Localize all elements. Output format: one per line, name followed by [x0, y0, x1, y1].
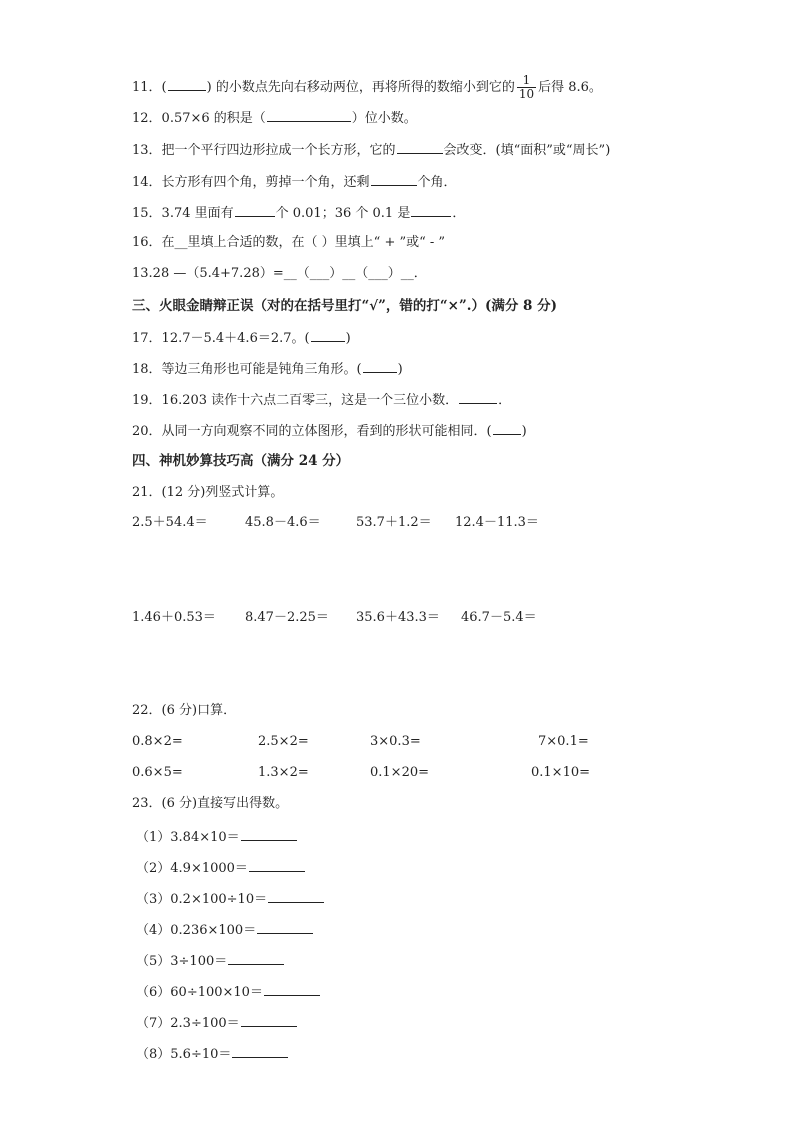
section-3-heading: 三、火眼金睛辩正误（对的在括号里打“√”，错的打“×”.）(满分 8 分): [132, 298, 558, 314]
vertical-calc-item: 1.46＋0.53＝: [132, 610, 216, 625]
question-17: 17．12.7－5.4＋4.6＝2.7。( ): [132, 328, 351, 348]
question-20: 20．从同一方向观察不同的立体图形，看到的形状可能相同．( ): [132, 421, 527, 441]
answer-blank[interactable]: [411, 203, 451, 217]
answer-blank[interactable]: [241, 827, 297, 841]
answer-blank[interactable]: [397, 140, 443, 154]
answer-blank[interactable]: [235, 203, 275, 217]
answer-blank[interactable]: [264, 982, 320, 996]
mental-calc-item: 1.3×2=: [258, 765, 309, 780]
direct-answer-item: （3）0.2×100÷10＝: [136, 889, 325, 909]
direct-answer-item: （7）2.3÷100＝: [136, 1013, 298, 1033]
answer-blank[interactable]: [371, 172, 417, 186]
question-16: 16．在__里填上合适的数，在（ ）里填上“ + ”或“ - ”: [132, 235, 446, 250]
question-13: 13．把一个平行四边形拉成一个长方形，它的 会改变．(填“面积”或“周长”): [132, 140, 610, 160]
mental-calc-item: 7×0.1=: [538, 734, 589, 749]
mental-calc-item: 0.6×5=: [132, 765, 183, 780]
answer-blank[interactable]: [268, 889, 324, 903]
mental-calc-item: 0.1×20=: [370, 765, 430, 780]
question-23-title: 23．(6 分)直接写出得数。: [132, 796, 289, 811]
answer-blank[interactable]: [311, 328, 345, 342]
question-15: 15．3.74 里面有 个 0.01；36 个 0.1 是 ．: [132, 203, 465, 223]
answer-blank[interactable]: [493, 421, 521, 435]
answer-blank[interactable]: [241, 1013, 297, 1027]
question-22-title: 22．(6 分)口算．: [132, 703, 237, 718]
section-4-heading: 四、神机妙算技巧高（满分 24 分）: [132, 453, 350, 469]
answer-blank[interactable]: [459, 390, 497, 404]
vertical-calc-item: 8.47－2.25＝: [245, 610, 329, 625]
question-12: 12．0.57×6 的积是（ ）位小数。: [132, 108, 417, 128]
direct-answer-item: （6）60÷100×10＝: [136, 982, 321, 1002]
mental-calc-item: 0.8×2=: [132, 734, 183, 749]
vertical-calc-item: 45.8－4.6＝: [245, 515, 321, 530]
answer-blank[interactable]: [363, 359, 397, 373]
direct-answer-item: （8）5.6÷10＝: [136, 1044, 289, 1064]
fraction: $\frac{1}{10}$: [518, 73, 535, 101]
answer-blank[interactable]: [168, 77, 206, 91]
question-21-title: 21．(12 分)列竖式计算。: [132, 485, 284, 500]
mental-calc-item: 0.1×10=: [531, 765, 591, 780]
vertical-calc-item: 35.6＋43.3＝: [356, 610, 440, 625]
answer-blank[interactable]: [257, 920, 313, 934]
question-11: 11．( ) 的小数点先向右移动两位，再将所得的数缩小到它的 $\frac{1}{10}$ 后得 8.6。: [132, 73, 602, 101]
question-18: 18．等边三角形也可能是钝角三角形。( ): [132, 359, 403, 379]
answer-blank[interactable]: [249, 858, 305, 872]
vertical-calc-item: 2.5＋54.4＝: [132, 515, 208, 530]
answer-blank[interactable]: [232, 1044, 288, 1058]
question-16-expression: 13.28 —（5.4+7.28）=__（___）__（___）__．: [132, 266, 427, 281]
direct-answer-item: （4）0.236×100＝: [136, 920, 314, 940]
mental-calc-item: 2.5×2=: [258, 734, 309, 749]
direct-answer-item: （1）3.84×10＝: [136, 827, 298, 847]
answer-blank[interactable]: [228, 951, 284, 965]
answer-blank[interactable]: [267, 108, 351, 122]
question-14: 14．长方形有四个角，剪掉一个角，还剩 个角．: [132, 172, 457, 192]
mental-calc-item: 3×0.3=: [370, 734, 421, 749]
direct-answer-item: （2）4.9×1000＝: [136, 858, 306, 878]
vertical-calc-item: 46.7－5.4＝: [461, 610, 537, 625]
question-19: 19．16.203 读作十六点二百零三，这是一个三位小数． ．: [132, 390, 511, 410]
direct-answer-item: （5）3÷100＝: [136, 951, 285, 971]
vertical-calc-item: 53.7＋1.2＝: [356, 515, 432, 530]
vertical-calc-item: 12.4－11.3＝: [455, 515, 539, 530]
